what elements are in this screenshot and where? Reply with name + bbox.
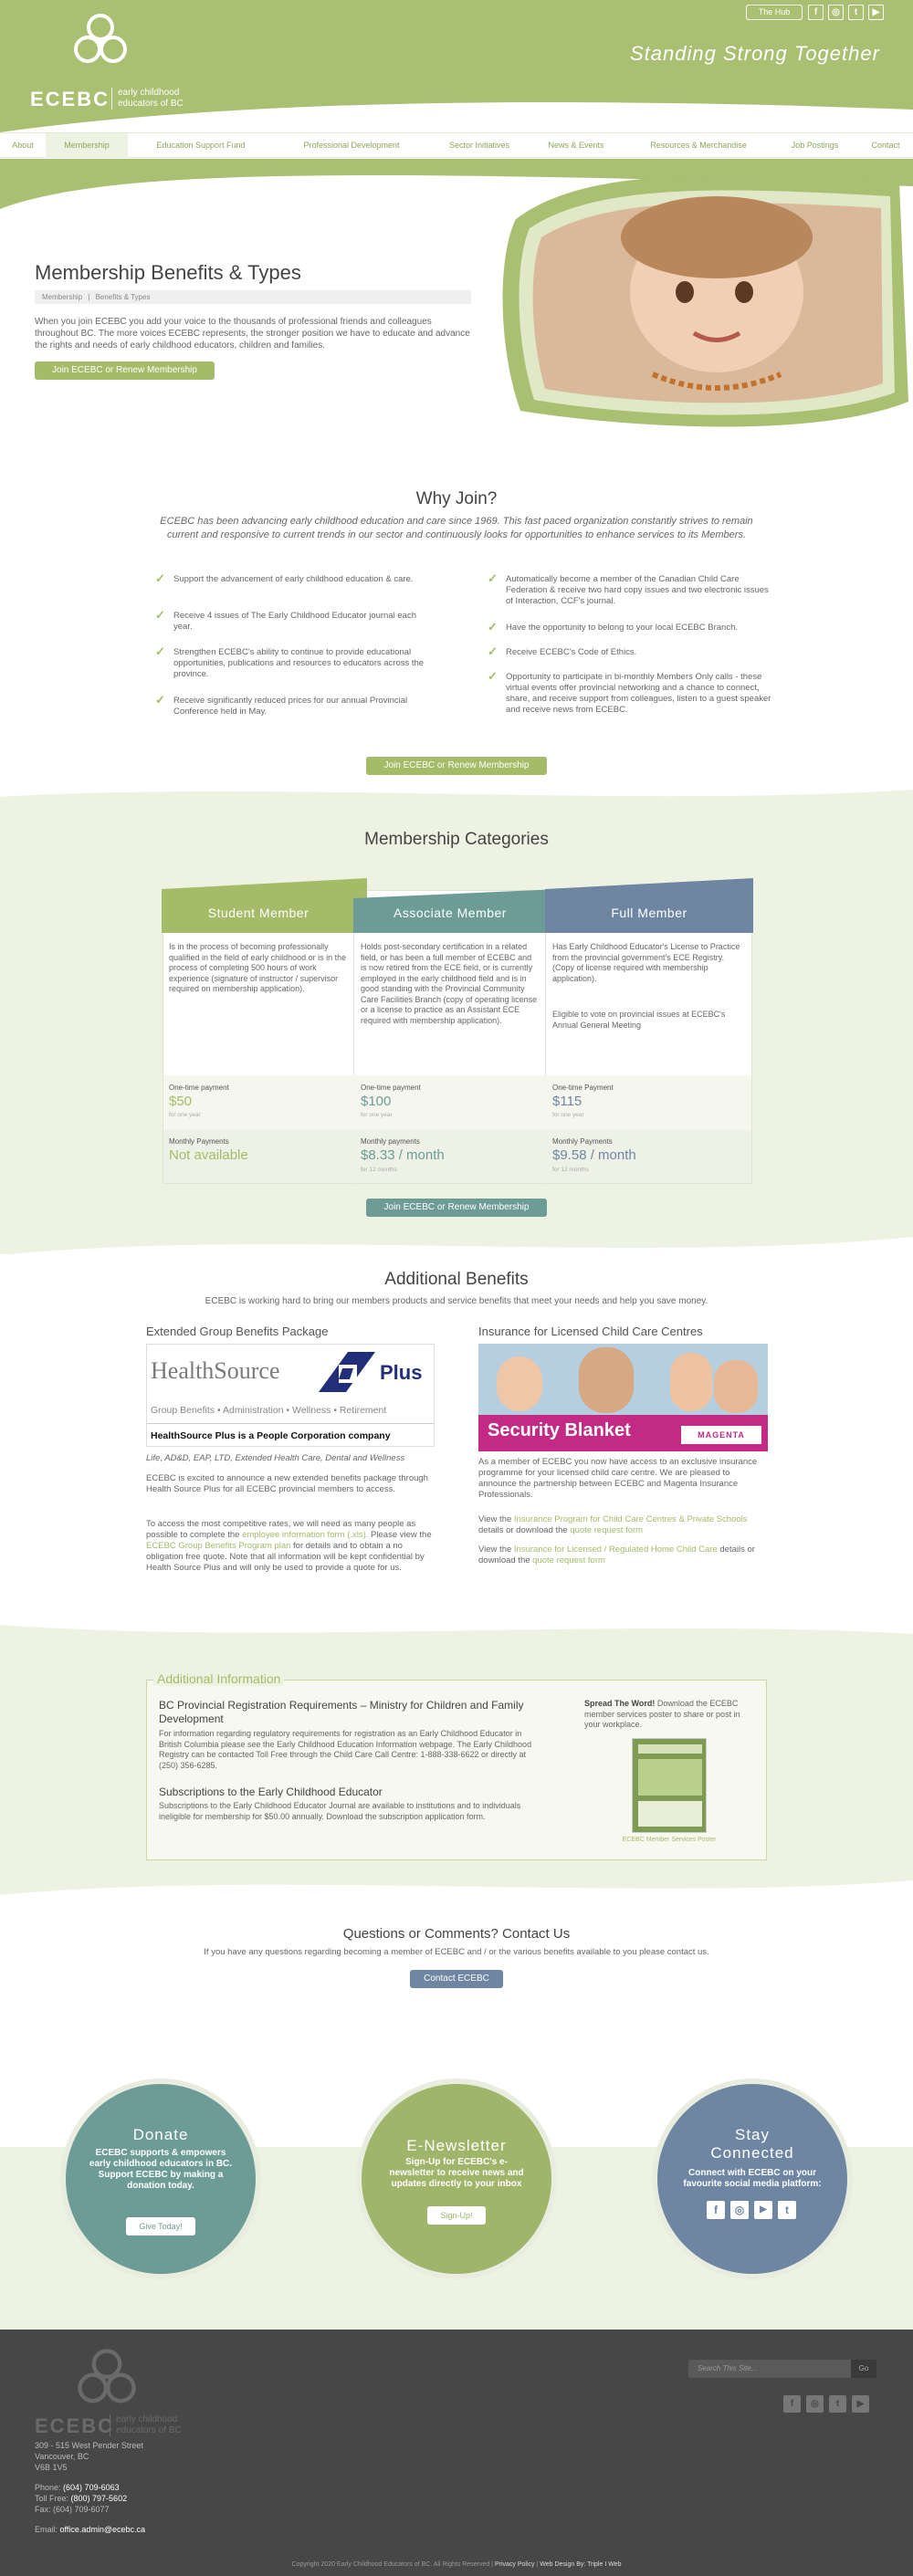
benefit-item bbox=[155, 608, 425, 633]
text: details or download the bbox=[478, 1545, 755, 1565]
student-one-time-price: $50 bbox=[169, 1094, 193, 1109]
divider bbox=[147, 1423, 434, 1424]
nav-news-events[interactable]: News & Events bbox=[548, 141, 604, 150]
student-monthly-price: Not available bbox=[169, 1147, 248, 1163]
full-member-header: Full Member bbox=[611, 906, 687, 920]
join-renew-button-why[interactable]: Join ECEBC or Renew Membership bbox=[366, 757, 547, 775]
registration-text: For information regarding regulatory requirements for registration as an Early Childhood Educator in British Columbia please see the Early Childhood Education Information webpage. The Early Childhood Registry can be contacted Toll Free through the Child Care Call Centre: 1-888-338-6622 or directly at (250) 356-6285. bbox=[159, 1729, 532, 1770]
footer-search-input[interactable]: Search This Site... bbox=[688, 2360, 851, 2378]
associate-monthly-sub: for 12 months bbox=[361, 1167, 397, 1173]
nav-sector-initiatives[interactable]: Sector Initiatives bbox=[448, 141, 510, 150]
text: Please view the bbox=[368, 1530, 432, 1540]
main-navigation bbox=[0, 132, 913, 158]
checkmark-icon: ✓ bbox=[488, 620, 498, 634]
group-benefits-plan-link[interactable]: ECEBC Group Benefits Program plan bbox=[146, 1541, 291, 1551]
associate-one-time-label: One-time payment bbox=[361, 1084, 421, 1092]
ecebc-logo-icon[interactable] bbox=[71, 11, 130, 69]
insurance-title: Insurance for Licensed Child Care Centres bbox=[478, 1325, 703, 1338]
logo-sub-line-1: early childhood bbox=[118, 88, 180, 98]
associate-one-time-price: $100 bbox=[361, 1094, 392, 1109]
sign-up-button[interactable]: Sign-Up! bbox=[427, 2206, 486, 2225]
checkmark-icon: ✓ bbox=[155, 693, 165, 707]
hero-photo bbox=[498, 164, 913, 438]
youtube-icon[interactable]: ▶ bbox=[852, 2395, 869, 2413]
copyright-text: Copyright 2020 Early Childhood Educators of BC. All Rights Reserved | bbox=[291, 2561, 493, 2568]
text: details or download the bbox=[478, 1525, 571, 1535]
footer-email bbox=[35, 2525, 145, 2534]
benefit-text: Automatically become a member of the Canadian Child Care Federation & receive two hard copy issues and two electronic issues of Interaction, CCF's journal. bbox=[506, 574, 769, 606]
phone-number[interactable]: (604) 709-6063 bbox=[63, 2483, 120, 2492]
nav-contact[interactable]: Contact bbox=[871, 141, 900, 150]
nav-membership[interactable]: Membership bbox=[46, 133, 128, 158]
footer-copyright-bar: Copyright 2020 Early Childhood Educators of BC. All Rights Reserved | Privacy Policy | Web Design By: Triple I Web bbox=[291, 2561, 622, 2568]
stay-connected-text: Connect with ECEBC on your favourite social media platform: bbox=[683, 2168, 822, 2189]
checkmark-icon: ✓ bbox=[155, 644, 165, 658]
newsletter-text: Sign-Up for ECEBC's e-newsletter to receive news and updates directly to your inbox bbox=[389, 2157, 524, 2189]
footer-phone bbox=[35, 2483, 120, 2492]
facebook-icon[interactable]: f bbox=[808, 5, 824, 20]
give-today-button[interactable]: Give Today! bbox=[126, 2217, 195, 2236]
newsletter-title: E-Newsletter bbox=[406, 2137, 507, 2154]
benefit-item bbox=[155, 571, 425, 585]
benefit-item bbox=[488, 571, 772, 607]
footer-search-go-button[interactable]: Go bbox=[851, 2360, 876, 2378]
tollfree-number[interactable]: (800) 797-5602 bbox=[70, 2494, 128, 2503]
info-top-wave bbox=[0, 1618, 913, 1645]
quote-request-form-link[interactable]: quote request form bbox=[570, 1525, 644, 1535]
full-monthly-label: Monthly Payments bbox=[552, 1137, 613, 1146]
benefit-text: Receive ECEBC's Code of Ethics. bbox=[506, 647, 637, 657]
breadcrumb bbox=[35, 290, 471, 304]
footer-logo-wordmark: ECEBC bbox=[35, 2414, 115, 2437]
insurance-centres-link[interactable]: Insurance Program for Child Care Centres & Private Schools bbox=[513, 1514, 748, 1524]
facebook-icon[interactable]: f bbox=[783, 2395, 801, 2413]
contact-text: If you have any questions regarding becoming a member of ECEBC and / or the various benefits available to you please contact us. bbox=[204, 1947, 709, 1957]
text: View the bbox=[478, 1514, 514, 1524]
student-one-time-sub: for one year bbox=[169, 1112, 201, 1118]
categories-top-wave bbox=[0, 780, 913, 808]
full-one-time-sub: for one year bbox=[552, 1112, 584, 1118]
associate-description: Holds post-secondary certification in a related field, or has been a full member of ECEBC and is now retired from the ECE field, or is currently employed in the early childhood field and is in good standing with the Provincial Community Care Facilities Branch (copy of operating license or a license to practice as an Assistant ECE required with membership application). bbox=[361, 942, 538, 1025]
subscriptions-text: Subscriptions to the Early Childhood Educator Journal are available to institutions and to individuals ineligible for membership for $50.00 annually. Download the subscription application form. bbox=[159, 1801, 521, 1821]
text: To access the most competitive rates, we will need as many people as possible to complete the bbox=[146, 1519, 416, 1540]
benefit-item bbox=[488, 644, 772, 658]
insurance-home-care-link[interactable]: Insurance for Licensed / Regulated Home Child Care bbox=[513, 1545, 718, 1555]
footer-logo-icon[interactable] bbox=[75, 2346, 139, 2410]
categories-bottom-wave bbox=[0, 1228, 913, 1264]
benefit-text: Opportunity to participate in bi-monthly Members Only calls - these virtual events offer provincial networking and a chance to connect, share, and receive support from colleagues, listen to a guest speaker and receive news from ECEBC. bbox=[506, 672, 771, 715]
healthsource-plus-word: Plus bbox=[380, 1361, 423, 1384]
poster-band bbox=[638, 1759, 702, 1796]
full-one-time-label: One-time Payment bbox=[552, 1084, 614, 1092]
nav-about[interactable]: About bbox=[12, 141, 34, 150]
child-photo bbox=[714, 1360, 758, 1413]
breadcrumb-separator: | bbox=[88, 293, 90, 301]
facebook-icon[interactable]: f bbox=[707, 2201, 725, 2219]
full-description-vote: Eligible to vote on provincial issues at ECEBC's Annual General Meeting bbox=[552, 1010, 726, 1030]
benefit-item bbox=[488, 620, 772, 634]
nav-job-postings[interactable]: Job Postings bbox=[791, 141, 839, 150]
web-design-credit-link[interactable]: Web Design By: Triple I Web bbox=[540, 2561, 622, 2568]
benefit-text: Have the opportunity to belong to your local ECEBC Branch. bbox=[506, 623, 739, 633]
donate-text: ECEBC supports & empowers early childhood educators in BC. Support ECEBC by making a donation today. bbox=[89, 2148, 233, 2191]
insurance-intro: As a member of ECEBC you now have access to an exclusive insurance programme for your licensed child care centre. We are pleased to announce the partnership between ECEBC and Magenta Insurance Professionals. bbox=[478, 1457, 758, 1500]
phone-label: Phone: bbox=[35, 2483, 61, 2492]
logo-sub-line-2: educators of BC bbox=[118, 99, 184, 109]
nav-education-support-fund[interactable]: Education Support Fund bbox=[156, 141, 246, 150]
nav-professional-development[interactable]: Professional Development bbox=[303, 141, 400, 150]
employee-info-form-link[interactable]: employee information form (.xls). bbox=[242, 1530, 369, 1540]
student-description: Is in the process of becoming professionally qualified in the field of early childhood or is in the process of completing 500 hours of work experience (signature of instructor / supervisor required on membership application). bbox=[169, 942, 347, 993]
magenta-logo: MAGENTA bbox=[681, 1426, 761, 1444]
stay-connected-title: Stay Connected bbox=[710, 2126, 794, 2162]
stay-connected-circle bbox=[652, 2079, 853, 2279]
checkmark-icon: ✓ bbox=[488, 669, 498, 683]
footer-address-3: V6B 1V5 bbox=[35, 2463, 68, 2472]
checkmark-icon: ✓ bbox=[488, 571, 498, 585]
footer-fax: Fax: (604) 709-6077 bbox=[35, 2505, 110, 2514]
student-member-header: Student Member bbox=[207, 906, 310, 920]
full-monthly-price: $9.58 / month bbox=[552, 1147, 636, 1163]
poster-band bbox=[638, 1744, 702, 1754]
benefit-text: Receive 4 issues of The Early Childhood Educator journal each year. bbox=[173, 611, 416, 632]
additional-info-title: Additional Information bbox=[153, 1671, 284, 1686]
info-bottom-wave bbox=[0, 1869, 913, 1902]
benefit-text: Strengthen ECEBC's ability to continue to provide educational opportunities, publications and resources to educators across the province. bbox=[173, 647, 425, 679]
associate-one-time-sub: for one year bbox=[361, 1112, 393, 1118]
spread-the-word-text bbox=[584, 1699, 749, 1731]
benefits-announcement: ECEBC is excited to announce a new extended benefits package through Health Source Plus for all ECEBC provincial members to access. bbox=[146, 1473, 428, 1494]
one-time-row bbox=[163, 1075, 751, 1130]
privacy-policy-link[interactable]: Privacy Policy bbox=[494, 2561, 535, 2568]
footer-tollfree bbox=[35, 2494, 127, 2503]
youtube-icon[interactable]: ▶ bbox=[868, 5, 884, 20]
footer-logo-sub-1: early childhood bbox=[116, 2414, 178, 2424]
tollfree-label: Toll Free: bbox=[35, 2494, 69, 2503]
header-tagline: Standing Strong Together bbox=[630, 42, 880, 65]
email-label: Email: bbox=[35, 2525, 58, 2534]
hero-intro-text: When you join ECEBC you add your voice to the thousands of professional friends and colleagues throughout BC. The more voices ECEBC represents, the stronger position we have to educate and advance the rights and needs of early childhood educators, children and families. bbox=[35, 317, 470, 351]
healthsource-plus-logo[interactable] bbox=[146, 1344, 435, 1447]
categories-title: Membership Categories bbox=[364, 830, 549, 849]
child-photo bbox=[670, 1353, 712, 1411]
donate-title: Donate bbox=[132, 2126, 189, 2143]
logo-wordmark[interactable]: ECEBC bbox=[30, 88, 110, 110]
why-join-intro: ECEBC has been advancing early childhood education and care since 1969. This fast paced organization constantly strives to remain current and responsive to current trends in our sector and continuously looks for opportunities to enhance services to its Members. bbox=[160, 516, 753, 540]
twitter-icon[interactable]: t bbox=[829, 2395, 846, 2413]
associate-monthly-price: $8.33 / month bbox=[361, 1147, 445, 1163]
checkmark-icon: ✓ bbox=[155, 608, 165, 622]
member-services-poster-thumbnail[interactable] bbox=[632, 1738, 707, 1833]
site-header bbox=[0, 0, 913, 132]
quote-request-form-link-2[interactable]: quote request form bbox=[532, 1555, 605, 1565]
associate-monthly-label: Monthly payments bbox=[361, 1137, 420, 1146]
child-photo bbox=[497, 1356, 542, 1411]
healthsource-wordmark: HealthSource bbox=[151, 1357, 280, 1384]
student-one-time-label: One-time payment bbox=[169, 1084, 229, 1092]
registration-heading: BC Provincial Registration Requirements – Ministry for Children and Family Development bbox=[159, 1699, 524, 1725]
additional-benefits-title: Additional Benefits bbox=[384, 1270, 529, 1289]
insurance-home-details bbox=[478, 1545, 769, 1566]
security-blanket-title: Security Blanket bbox=[488, 1420, 631, 1440]
footer-address-2: Vancouver, BC bbox=[35, 2452, 89, 2461]
security-blanket-banner[interactable] bbox=[478, 1344, 768, 1451]
twitter-icon[interactable]: t bbox=[778, 2201, 796, 2219]
text: Download the ECEBC member services poster to share or post in your workplace. bbox=[584, 1699, 740, 1729]
breadcrumb-current: Benefits & Types bbox=[95, 293, 151, 301]
poster-caption: ECEBC Member Services Poster bbox=[622, 1837, 717, 1843]
join-renew-button-hero[interactable]: Join ECEBC or Renew Membership bbox=[35, 361, 215, 380]
full-description: Has Early Childhood Educator's License to Practice from the provincial government's ECE Registry. (Copy of license required with membership application). bbox=[552, 942, 740, 983]
nav-resources-merchandise[interactable]: Resources & Merchandise bbox=[650, 141, 747, 150]
contact-title: Questions or Comments? Contact Us bbox=[342, 1926, 571, 1942]
instagram-icon[interactable]: ◎ bbox=[806, 2395, 824, 2413]
twitter-icon[interactable]: t bbox=[848, 5, 864, 20]
benefit-item bbox=[155, 693, 425, 717]
footer-logo-subtitle bbox=[110, 2414, 182, 2436]
benefit-item bbox=[155, 644, 425, 680]
footer-address-1: 309 - 515 West Pender Street bbox=[35, 2441, 143, 2450]
instagram-icon[interactable]: ◎ bbox=[828, 5, 844, 20]
checkmark-icon: ✓ bbox=[488, 644, 498, 658]
poster-band bbox=[638, 1801, 702, 1827]
footer-logo-sub-2: educators of BC bbox=[116, 2425, 182, 2435]
the-hub-button[interactable]: The Hub bbox=[746, 5, 803, 20]
spread-the-word-bold: Spread The Word! bbox=[584, 1699, 656, 1708]
child-photo bbox=[579, 1347, 634, 1413]
email-link[interactable]: office.admin@ecebc.ca bbox=[59, 2525, 146, 2534]
page-title: Membership Benefits & Types bbox=[35, 261, 301, 284]
full-one-time-price: $115 bbox=[552, 1094, 582, 1109]
breadcrumb-membership[interactable]: Membership bbox=[42, 293, 83, 301]
text: View the bbox=[478, 1545, 514, 1555]
join-renew-button-categories[interactable]: Join ECEBC or Renew Membership bbox=[366, 1199, 547, 1217]
youtube-icon[interactable]: ▶ bbox=[754, 2201, 772, 2219]
contact-ecebc-button[interactable]: Contact ECEBC bbox=[410, 1970, 503, 1988]
benefit-item bbox=[488, 669, 772, 716]
associate-member-header: Associate Member bbox=[394, 906, 507, 920]
benefits-details bbox=[146, 1519, 436, 1574]
healthsource-cross-icon bbox=[311, 1348, 383, 1399]
donate-circle bbox=[60, 2079, 261, 2279]
insurance-centres-details bbox=[478, 1514, 769, 1536]
healthsource-people-corp: HealthSource Plus is a People Corporation company bbox=[151, 1430, 391, 1441]
subscriptions-heading: Subscriptions to the Early Childhood Educator bbox=[159, 1785, 383, 1798]
e-newsletter-circle bbox=[356, 2079, 557, 2279]
text: for details and to obtain a no obligation free quote. Note that all information will be kept confidential by Health Source Plus and will only be used to provide a quote for us. bbox=[146, 1541, 425, 1573]
student-monthly-label: Monthly Payments bbox=[169, 1137, 229, 1146]
header-wave-divider bbox=[0, 91, 913, 132]
benefits-products-list: Life, AD&D, EAP, LTD, Extended Health Care, Dental and Wellness bbox=[146, 1453, 405, 1463]
benefit-text: Receive significantly reduced prices for our annual Provincial Conference held in May. bbox=[173, 696, 408, 717]
instagram-icon[interactable]: ◎ bbox=[730, 2201, 749, 2219]
extended-benefits-title: Extended Group Benefits Package bbox=[146, 1325, 329, 1338]
benefit-text: Support the advancement of early childhood education & care. bbox=[173, 574, 414, 584]
additional-benefits-intro: ECEBC is working hard to bring our members products and service benefits that meet your needs and help you save money. bbox=[205, 1296, 708, 1306]
monthly-row bbox=[163, 1130, 751, 1183]
checkmark-icon: ✓ bbox=[155, 571, 165, 585]
full-monthly-sub: for 12 months bbox=[552, 1167, 589, 1173]
healthsource-tagline: Group Benefits • Administration • Wellness • Retirement bbox=[151, 1405, 387, 1416]
why-join-title: Why Join? bbox=[415, 489, 498, 508]
